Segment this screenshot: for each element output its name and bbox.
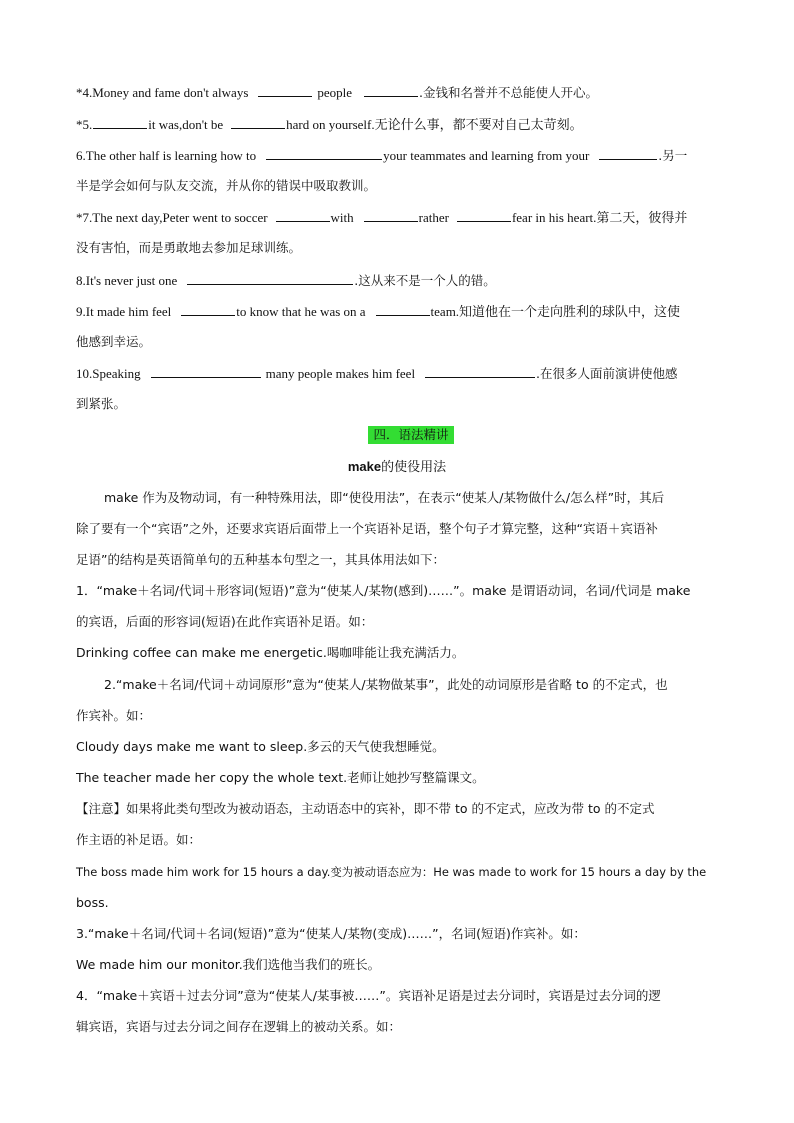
example-5: We made him our monitor.我们选他当我们的班长。: [76, 957, 381, 972]
answer-blank[interactable]: [181, 303, 235, 316]
example-2: Cloudy days make me want to sleep.多云的天气使我想睡觉。: [76, 739, 445, 754]
intro-line-2: 除了要有一个“宾语”之外，还要求宾语后面带上一个宾语补足语，整个句子才算完整，这种“宾语＋宾语补: [76, 521, 658, 536]
answer-blank[interactable]: [364, 209, 418, 222]
answer-blank[interactable]: [258, 84, 312, 97]
example-4-cont: boss.: [76, 895, 109, 910]
answer-blank[interactable]: [376, 303, 430, 316]
exercise-9: 9.It made him feel to know that he was on a team.知道他在一个走向胜利的球队中，这使: [76, 304, 681, 319]
answer-blank[interactable]: [364, 84, 418, 97]
rule-2-line-2: 作宾补。如：: [76, 708, 152, 723]
answer-blank[interactable]: [599, 147, 657, 160]
rule-4-line-1: 4．“make＋宾语＋过去分词”意为“使某人/某事被……”。宾语补足语是过去分词时，宾语是过去分词的逻: [76, 988, 661, 1003]
note-line-1: 【注意】如果将此类句型改为被动语态，主动语态中的宾补，即不带 to 的不定式，应改为带 to 的不定式: [76, 801, 655, 816]
exercise-5: *5. it was,don't be hard on yourself.无论什么事，都不要对自己太苛刻。: [76, 117, 583, 132]
exercise-6: 6.The other half is learning how to your teammates and learning from your .另一: [76, 148, 688, 163]
intro-line-3: 足语”的结构是英语简单句的五种基本句型之一，其具体用法如下：: [76, 552, 445, 567]
note-line-2: 作主语的补足语。如：: [76, 832, 202, 847]
exercise-9-line2: 他感到幸运。: [76, 334, 152, 349]
exercise-6-line2: 半是学会如何与队友交流，并从你的错误中吸取教训。: [76, 178, 377, 193]
rule-1-line-1: 1．“make＋名词/代词＋形容词(短语)”意为“使某人/某物(感到)……”。make 是谓语动词，名词/代词是 make: [76, 583, 691, 598]
answer-blank[interactable]: [151, 365, 261, 378]
exercise-10-line2: 到紧张。: [76, 396, 127, 411]
intro-line-1: make 作为及物动词，有一种特殊用法，即“使役用法”，在表示“使某人/某物做什么/怎么样”时，其后: [104, 490, 665, 505]
answer-blank[interactable]: [266, 147, 382, 160]
exercise-8: 8.It's never just one .这从来不是一个人的错。: [76, 273, 496, 288]
answer-blank[interactable]: [231, 116, 285, 129]
exercise-7: *7.The next day,Peter went to soccer with rather fear in his heart.第二天，彼得并: [76, 210, 688, 225]
answer-blank[interactable]: [457, 209, 511, 222]
section-heading: 四．语法精讲: [368, 426, 454, 444]
exercise-7-line2: 没有害怕，而是勇敢地去参加足球训练。: [76, 240, 302, 255]
answer-blank[interactable]: [425, 365, 535, 378]
rule-3: 3.“make＋名词/代词＋名词(短语)”意为“使某人/某物(变成)……”，名词(短语)作宾补。如：: [76, 926, 586, 941]
answer-blank[interactable]: [93, 116, 147, 129]
exercise-10: 10.Speaking many people makes him feel .在很多人面前演讲使他感: [76, 366, 678, 381]
example-1: Drinking coffee can make me energetic.喝咖啡能让我充满活力。: [76, 645, 465, 660]
grammar-title: make的使役用法: [347, 459, 447, 475]
rule-2-line-1: 2.“make＋名词/代词＋动词原形”意为“使某人/某物做某事”，此处的动词原形是省略 to 的不定式，也: [104, 677, 668, 692]
answer-blank[interactable]: [187, 272, 353, 285]
rule-1-line-2: 的宾语，后面的形容词(短语)在此作宾语补足语。如：: [76, 614, 374, 629]
answer-blank[interactable]: [276, 209, 330, 222]
example-3: The teacher made her copy the whole text.老师让她抄写整篇课文。: [76, 770, 485, 785]
rule-4-line-2: 辑宾语，宾语与过去分词之间存在逻辑上的被动关系。如：: [76, 1019, 402, 1034]
example-4: The boss made him work for 15 hours a day.变为被动语态应为：He was made to work for 15 hours a day by the: [76, 865, 707, 879]
exercise-4: *4.Money and fame don't always people .金钱和名誉并不总能使人开心。: [76, 85, 598, 100]
